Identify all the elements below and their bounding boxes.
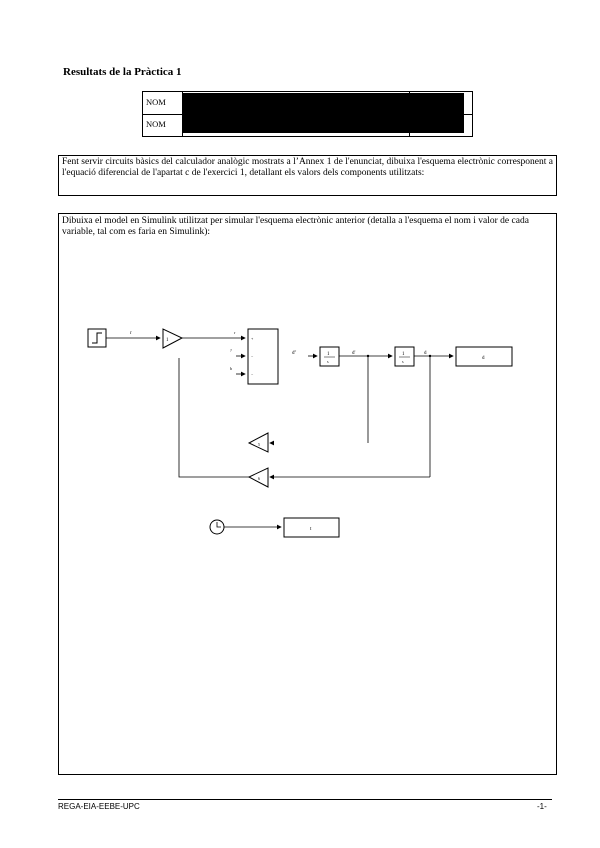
svg-text:5: 5 — [258, 442, 260, 447]
integrator-block — [320, 347, 339, 366]
name-label: NOM — [146, 97, 166, 107]
signal-label: d — [424, 351, 427, 356]
svg-text:1: 1 — [327, 352, 330, 357]
question-1-text: Fent servir circuits bàsics del calculador analògic mostrats a l’Annex 1 de l'enunciat, dibuixa l'esquema electrònic corresponent a l'equació diferencial de l'apartat c de l'exercici 1, detallant els valors dels components utilitzats: — [62, 157, 553, 178]
signal-label: d' — [352, 351, 356, 356]
signal-label: r — [130, 331, 132, 336]
svg-text:s: s — [327, 359, 329, 364]
svg-text:?: ? — [230, 348, 232, 353]
signal-label: d'' — [292, 351, 297, 356]
gain-block — [163, 329, 182, 348]
name-label: NOM — [146, 119, 166, 129]
svg-text:r: r — [234, 330, 236, 335]
svg-text:+: + — [251, 336, 254, 341]
step-block — [88, 329, 106, 347]
svg-text:6: 6 — [258, 476, 260, 481]
footer-left: REGA-EIA-EEBE-UPC — [58, 802, 140, 811]
svg-text:s: s — [402, 359, 404, 364]
footer-divider — [58, 799, 552, 800]
page-title: Resultats de la Pràctica 1 — [63, 66, 182, 78]
page-number: -1- — [537, 802, 547, 811]
clock-output-block — [284, 518, 339, 537]
svg-text:1: 1 — [166, 338, 169, 343]
svg-text:−: − — [251, 372, 254, 377]
svg-text:−: − — [251, 354, 254, 359]
sum-block — [248, 329, 278, 384]
integrator-block — [395, 347, 414, 366]
svg-text:d: d — [482, 356, 485, 361]
question-2-text: Dibuixa el model en Simulink utilitzat per simular l'esquema electrònic anterior (detalla a l'esquema el nom i valor de cada variable, tal com es faria en Simulink): — [62, 216, 529, 237]
clock-block — [210, 520, 224, 534]
svg-text:t: t — [310, 527, 312, 532]
gain-block — [249, 468, 268, 487]
svg-text:b: b — [230, 366, 232, 371]
svg-text:1: 1 — [402, 352, 405, 357]
output-block — [456, 347, 512, 366]
gain-block — [249, 433, 268, 452]
